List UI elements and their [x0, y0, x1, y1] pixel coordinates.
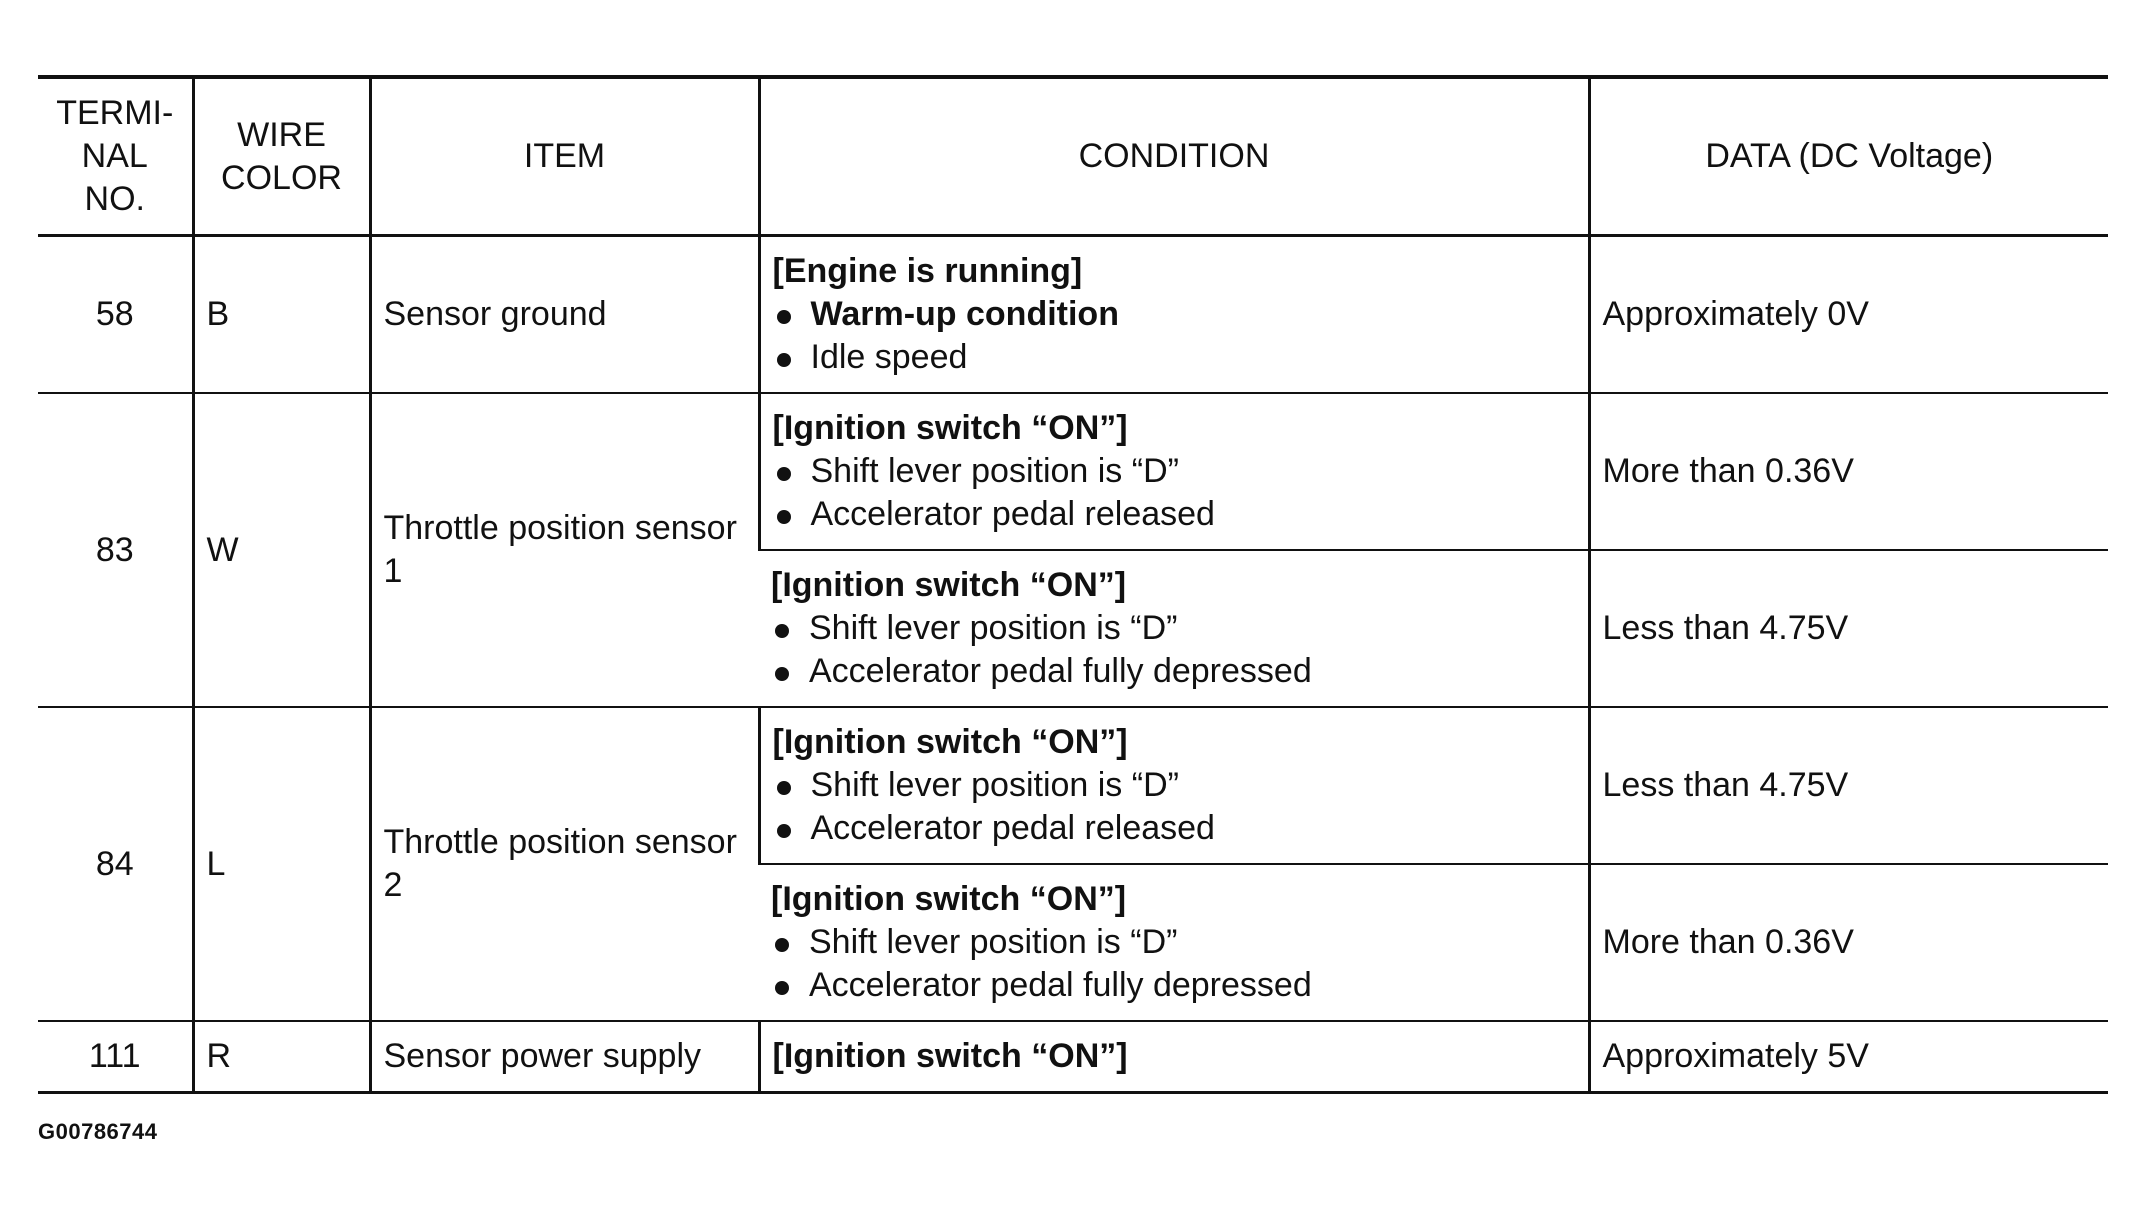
condition-bullet: [773, 293, 1588, 336]
bullet-dot-icon: [777, 781, 791, 795]
condition-bullet: [773, 807, 1588, 850]
header-terminal-line: TERMI-: [56, 94, 174, 132]
wire-color-cell: R: [193, 1021, 370, 1093]
bullet-text: Shift lever position is “D”: [810, 452, 1179, 490]
wire-color-cell: B: [193, 236, 370, 394]
condition-heading: [Engine is running]: [772, 252, 1083, 290]
header-terminal-line: NAL: [81, 137, 148, 175]
condition-cell: [759, 1021, 1589, 1093]
bullet-dot-icon: [777, 310, 791, 324]
condition-bullet: [773, 450, 1588, 493]
bullet-dot-icon: [775, 624, 789, 638]
wire-color-cell: W: [193, 393, 370, 707]
item-cell: Sensor ground: [370, 236, 759, 394]
data-cell: Less than 4.75V: [1589, 550, 2108, 707]
header-data: DATA (DC Voltage): [1589, 77, 2108, 236]
item-cell: Throttle position sensor 2: [370, 707, 759, 1021]
table-row-terminal-111: [38, 1021, 2108, 1093]
header-condition: CONDITION: [759, 77, 1589, 236]
header-terminal-line: NO.: [84, 180, 145, 218]
condition-cell: [759, 393, 1589, 550]
bullet-text: Shift lever position is “D”: [810, 766, 1179, 804]
data-cell: Less than 4.75V: [1589, 707, 2108, 864]
condition-heading: [Ignition switch “ON”]: [772, 1037, 1128, 1075]
header-item: ITEM: [370, 77, 759, 236]
bullet-text: Accelerator pedal released: [810, 809, 1215, 847]
bullet-text: Shift lever position is “D”: [809, 923, 1178, 961]
header-wire-line: COLOR: [221, 158, 342, 197]
bullet-dot-icon: [777, 824, 791, 838]
table-row-terminal-84: [38, 707, 2108, 864]
bullet-text: Accelerator pedal fully depressed: [809, 652, 1312, 690]
condition-heading: [Ignition switch “ON”]: [772, 409, 1128, 447]
bullet-dot-icon: [777, 353, 791, 367]
condition-bullet: [771, 921, 1588, 964]
table-row-terminal-58: [38, 236, 2108, 394]
condition-cell: [759, 864, 1589, 1021]
header-terminal-no: [38, 77, 193, 236]
header-row: [38, 77, 2108, 236]
item-cell: Throttle position sensor 1: [370, 393, 759, 707]
condition-bullet: [771, 607, 1588, 650]
data-cell: More than 0.36V: [1589, 393, 2108, 550]
condition-cell: [759, 707, 1589, 864]
document-id: G00786744: [38, 1119, 158, 1144]
condition-bullet: [773, 336, 1588, 379]
data-cell: Approximately 0V: [1589, 236, 2108, 394]
terminal-no-cell: 84: [38, 707, 193, 1021]
data-cell: Approximately 5V: [1589, 1021, 2108, 1093]
terminal-no-cell: 83: [38, 393, 193, 707]
condition-bullet: [771, 650, 1588, 693]
terminal-data-table: [38, 75, 2108, 1094]
terminal-no-cell: 58: [38, 236, 193, 394]
table-row-terminal-83: [38, 393, 2108, 550]
wire-color-cell: L: [193, 707, 370, 1021]
condition-bullet: [773, 493, 1588, 536]
header-wire-line: WIRE: [237, 115, 326, 154]
condition-heading: [Ignition switch “ON”]: [771, 566, 1127, 604]
bullet-text: Shift lever position is “D”: [809, 609, 1178, 647]
data-cell: More than 0.36V: [1589, 864, 2108, 1021]
condition-bullet: [773, 764, 1588, 807]
condition-cell: [759, 236, 1589, 394]
bullet-dot-icon: [777, 510, 791, 524]
bullet-dot-icon: [775, 938, 789, 952]
bullet-dot-icon: [775, 981, 789, 995]
bullet-text: Accelerator pedal released: [810, 495, 1215, 533]
bullet-text: Idle speed: [810, 338, 968, 376]
condition-heading: [Ignition switch “ON”]: [772, 723, 1128, 761]
condition-cell: [759, 550, 1589, 707]
terminal-no-cell: 111: [38, 1021, 193, 1093]
bullet-dot-icon: [775, 667, 789, 681]
condition-bullet: [771, 964, 1588, 1007]
bullet-text: Accelerator pedal fully depressed: [809, 966, 1312, 1004]
item-cell: Sensor power supply: [370, 1021, 759, 1093]
header-wire-color: [193, 77, 370, 236]
bullet-dot-icon: [777, 467, 791, 481]
condition-heading: [Ignition switch “ON”]: [771, 880, 1127, 918]
bullet-text: Warm-up condition: [810, 295, 1119, 333]
